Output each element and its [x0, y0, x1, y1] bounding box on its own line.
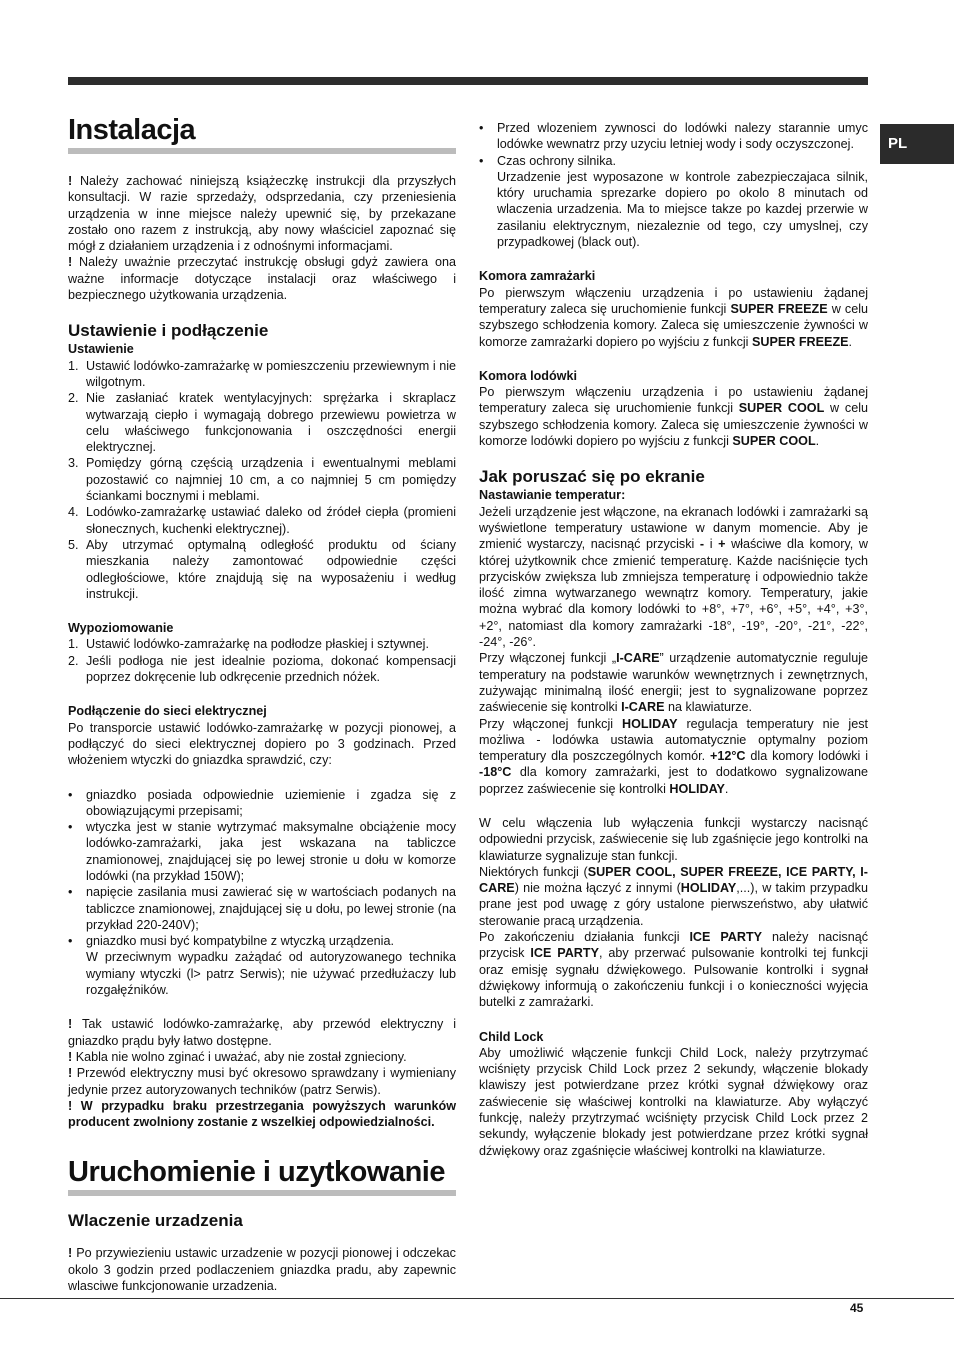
warning-1: ! Tak ustawić lodówko-zamrażarkę, aby przewód elektryczny i gniazdko prądu były łatwo dostępne.: [68, 1017, 456, 1048]
niektore-funkcje-paragraph: Niektórych funkcji (SUPER COOL, SUPER FREEZE, ICE PARTY, I-CARE) nie można łączyć z innymi (HOLIDAY,...), w takim przypadku prane jest pod uwagę z góry ustalone pierwszeństwo, aby ułatwić sterowanie pracą urządzenia.: [479, 864, 868, 928]
list-item: 1. Ustawić lodówko-zamrażarkę w pomieszczeniu przewiewnym i nie wilgotnym.: [68, 358, 456, 389]
zamrazarki-paragraph: Po pierwszym włączeniu urządzenia i po ustawieniu żądanej temperatury zaleca się uruchomienie funkcji SUPER FREEZE w celu szybszego schłodzenia komory. Zaleca się umieszczenie żywności w komorze zamrażarki dopiero po wyjściu z funkcji SUPER FREEZE.: [479, 285, 869, 349]
list-item: 4. Lodówko-zamrażarkę ustawiać daleko od źródeł ciepła (promieni słonecznych, kuchenki elektrycznej).: [68, 505, 456, 536]
list-item: • napięcie zasilania musi zawierać się w wartościach podanych na tabliczce znamionowej, znajdującej się u dołu, po lewej stronie (na przykład 220-240V);: [68, 884, 456, 933]
page-number: 45: [850, 1301, 864, 1315]
section-wlaczenie: Wlaczenie urzadzenia: [68, 1211, 243, 1231]
wlaczenie-paragraph: ! Po przywiezieniu ustawic urzadzenie w pozycji pionowej i odczekac okolo 3 godzin przed podlaczeniem gniazdka pradu, aby zapewnic wlasciwe funkcjonowanie urzadzenia.: [68, 1246, 456, 1294]
title-uruchomienie: Uruchomienie i uzytkowanie: [68, 1154, 456, 1196]
section-ustawienie-i-podlaczenie: Ustawienie i podłączenie: [68, 321, 269, 341]
lodowki-paragraph: Po pierwszym włączeniu urządzenia i po ustawieniu żądanej temperatury zaleca się uruchomienie funkcji SUPER COOL w celu szybszego schłodzenia komory. Zaleca się umieszczenie żywności w komorze lodówki dopiero po wyjściu z funkcji SUPER COOL.: [479, 385, 868, 449]
right-column: [479, 120, 868, 1159]
list-item: 1. Ustawić lodówko-zamrażarkę na podłodze płaskiej i sztywnej.: [68, 637, 429, 652]
intro-paragraph-1: ! Należy zachować niniejszą książeczkę instrukcji dla przyszłych konsultacji. W razie sprzedaży, odsprzedania, czy przeniesienia urządzenia w inne miejsce należy upewnić się, by przekazane zostało ono razem z instrukcją, aby nowy właściciel zapoznać się mógł z działaniem urządzenia i z odnośnymi informacjami.: [68, 174, 456, 254]
top-bar: [68, 77, 868, 85]
footer-line: [0, 1298, 954, 1299]
ice-party-paragraph: Po zakończeniu działania funkcji ICE PARTY należy nacisnąć przycisk ICE PARTY, aby przerwać pulsowanie kontrolki tej funkcji oraz emisję sygnału dźwiękowego. Pulsowanie kontrolki i sygnał dźwiękowy informują o zakończeniu funkcji i o konieczności wyjęcia butelki z zamrażarki.: [479, 930, 869, 1010]
list-item: 2. Jeśli podłoga nie jest idealnie pozioma, dokonać kompensacji poprzez dokręcenie lub odkręcenie przednich nóżek.: [68, 653, 456, 685]
list-item-continuation: Urzadzenie jest wyposazone w kontrole zabezpieczajaca silnik, który uruchamia sprezarke dopiero po okolo 8 minutach od wlaczenia urzadzenia. Ma to miejsce takze po kazdej przerwie w zasilaniu elektrycznym, niezaleznie od tego, czy umyslnej, czy przypadkowej (black out).: [497, 169, 868, 250]
sub-komora-zamrazarki: Komora zamrażarki: [479, 269, 596, 284]
left-column: [68, 112, 456, 1294]
list-item: • Przed wlozeniem zywnosci do lodówki nalezy starannie umyc lodówke wewnatrz przy uzyciu letniej wody i sody oczyszczonej.: [479, 120, 868, 153]
language-tab: PL: [880, 124, 954, 164]
ustawienie-list: [68, 358, 456, 602]
icare-paragraph: Przy włączonej funkcji „I-CARE” urządzenie automatycznie reguluje temperatury na podstawie warunków wewnętrznych i zewnętrznych, zużywając minimalną ilość energii; jest to sygnalizowane poprzez zaświecenie się kontrolki I-CARE na klawiaturze.: [479, 651, 868, 715]
wlaczenie-funkcji-paragraph: W celu włączenia lub wyłączenia funkcji wystarczy nacisnąć odpowiedni przycisk, zaświecenie się lub zgaśnięcie jego kontrolki na klawiaturze sygnalizuje stan funkcji.: [479, 815, 868, 863]
sub-podlaczenie: Podłączenie do sieci elektrycznej: [68, 704, 267, 719]
list-item-continuation: W przeciwnym wypadku zażądać od autoryzowanego technika wymiany wtyczki (l> patrz Serwis); nie używać przedłużaczy lub rozgałęźników.: [86, 950, 456, 998]
list-item: • wtyczka jest w stanie wytrzymać maksymalne obciążenie mocy lodówko-zamrażarki, jaka jest wskazana na tabliczce znamionowej, znajdującej się po lewej stronie u dołu w komorze lodówki (na przykład 150W);: [68, 819, 456, 884]
warning-2: ! Kabla nie wolno zginać i uważać, aby nie został zgnieciony.: [68, 1049, 407, 1064]
sub-child-lock: Child Lock: [479, 1029, 544, 1044]
nastawianie-paragraph: Jeżeli urządzenie jest włączone, na ekranach lodówki i zamrażarki są wyświetlone temperatury ustawione w danym momencie. Aby je zmienić wystarczy, nacisnąć przyciski - i + właściwe dla komory, w której użytkownik chce zmienić temperaturę. Każde naciśnięcie tych przycisków zwiększa lub zmniejsza temperaturę i odpowiednio także ilość zimna wytwarzanego wewnątrz komory. Temperatury, jakie można wybrać dla komory lodówki to +8°, +7°, +6°, +5°, +4°, +3°, +2°, natomiast dla komory zamrażarki -18°, -19°, -20°, -21°, -22°, -24°, -26°.: [479, 504, 868, 650]
sub-wypoziomowanie: Wypoziomowanie: [68, 621, 174, 636]
section-jak-poruszac: Jak poruszać się po ekranie: [479, 467, 705, 487]
podlaczenie-bullets: [68, 787, 456, 999]
title-instalacja: Instalacja: [68, 112, 456, 154]
holiday-paragraph: Przy włączonej funkcji HOLIDAY regulacja temperatury nie jest możliwa - lodówka ustawia automatycznie optymalny poziom temperatury dla poszczególnych komór. +12°C dla komory lodówki i -18°C dla komory zamrażarki, jest to dodatkowo sygnalizowane poprzez zaświecenie się kontrolki HOLIDAY.: [479, 716, 868, 796]
list-item: 2. Nie zasłaniać kratek wentylacyjnych: sprężarka i skraplacz wytwarzają ciepło i wymagają dobrego przewiewu powietrza w celu właściwego funkcjonowania i oszczędności energii elektrycznej.: [68, 391, 456, 455]
right-bullets: [479, 120, 868, 250]
podlaczenie-paragraph: Po transporcie ustawić lodówko-zamrażarkę w pozycji pionowej, a podłączyć do sieci elektrycznej dopiero po 3 godzinach. Przed włożeniem wtyczki do gniazdka sprawdzić, czy:: [68, 720, 456, 768]
list-item: 3. Pomiędzy górną częścią urządzenia i ewentualnymi meblami pozostawić co najmniej 10 cm, a co najmniej 5 cm pomiędzy ściankami bocznymi i meblami.: [68, 456, 456, 504]
list-item: • gniazdko posiada odpowiednie uziemienie i zgadza się z obowiązującymi przepisami;: [68, 787, 456, 820]
child-lock-paragraph: Aby umożliwić włączenie funkcji Child Lock, należy przytrzymać wciśnięty przycisk Child Lock przez 2 sekundy, włączenie blokady klawiszy jest potwierdzane przez krótki sygnał dźwiękowy oraz zaświecenie się właściwej kontrolki na klawiaturze. Aby wyłączyć funkcję, należy przytrzymać wciśnięty przycisk Child Lock przez 2 sekundy, wyłączenie blokady jest potwierdzane przez krótki sygnał dźwiękowy oraz zgaśnięcie właściwej kontrolki na klawiaturze.: [479, 1045, 868, 1158]
list-item: • Czas ochrony silnika.: [479, 153, 868, 169]
list-item: 5. Aby utrzymać optymalną odległość produktu od ściany mieszkania należy zamontować odpowiednie części odległościowe, które znajdują się na wyposażeniu i według instrukcji.: [68, 537, 456, 601]
intro-paragraph-2: ! Należy uważnie przeczytać instrukcję obsługi gdyż zawiera ona ważne informacje dotyczące instalacji oraz właściwego i bezpiecznego użytkowania urządzenia.: [68, 255, 456, 303]
warning-4: ! W przypadku braku przestrzegania powyższych warunków producent zwolniony zostanie z wszelkiej odpowiedzialności.: [68, 1098, 456, 1130]
sub-komora-lodowki: Komora lodówki: [479, 368, 577, 383]
warning-3: ! Przewód elektryczny musi być okresowo sprawdzany i wymieniany jedynie przez autoryzowanych techników (patrz Serwis).: [68, 1066, 456, 1097]
sub-nastawianie: Nastawianie temperatur:: [479, 488, 626, 503]
wypoziomowanie-list: [68, 636, 456, 685]
list-item: • gniazdko musi być kompatybilne z wtyczką urządzenia.: [68, 933, 456, 949]
sub-ustawienie: Ustawienie: [68, 342, 134, 357]
